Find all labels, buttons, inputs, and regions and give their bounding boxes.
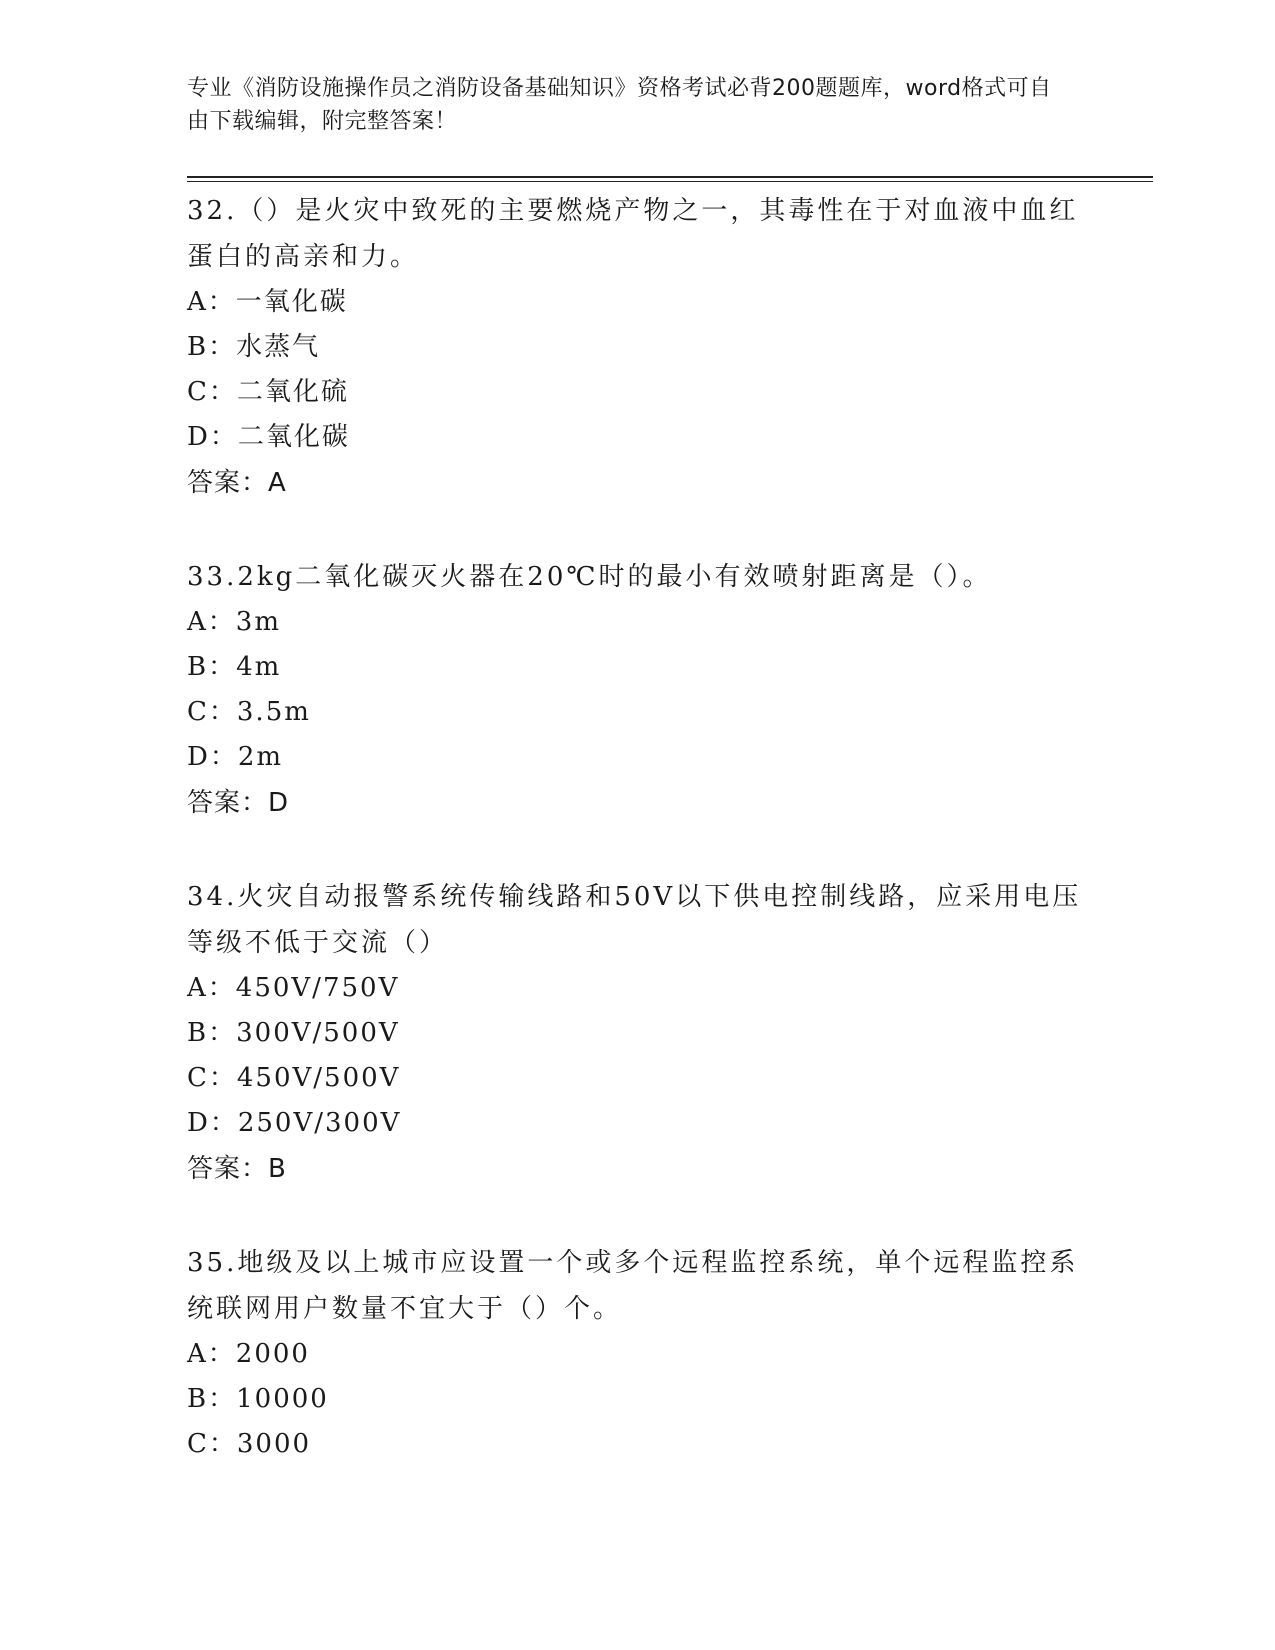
- option-c: C：3.5m: [187, 697, 311, 727]
- question-list: [187, 188, 1087, 1515]
- question-stem: 33.2kg二氧化碳灭火器在20℃时的最小有效喷射距离是（）。: [187, 562, 992, 592]
- question-35: [187, 1240, 1087, 1467]
- question-stem: 35.地级及以上城市应设置一个或多个远程监控系统，单个远程监控系统联网用户数量不宜大于（）个。: [187, 1248, 1079, 1324]
- option-b: B：300V/500V: [187, 1018, 400, 1048]
- answer-line: 答案：B: [187, 1154, 287, 1184]
- question-stem: 32.（）是火灾中致死的主要燃烧产物之一，其毒性在于对血液中血红蛋白的高亲和力。: [187, 196, 1079, 272]
- option-d: D：250V/300V: [187, 1108, 402, 1138]
- option-d: D：二氧化碳: [187, 422, 350, 452]
- option-d: D：2m: [187, 742, 284, 772]
- option-c: C：二氧化硫: [187, 377, 349, 407]
- header-divider-thick: [187, 176, 1153, 178]
- question-34: [187, 874, 1087, 1192]
- option-b: B：10000: [187, 1384, 329, 1414]
- option-c: C：450V/500V: [187, 1063, 401, 1093]
- option-a: A：2000: [187, 1339, 310, 1369]
- option-c: C：3000: [187, 1429, 312, 1459]
- answer-line: 答案：D: [187, 788, 290, 818]
- document-header: 专业《消防设施操作员之消防设备基础知识》资格考试必背200题题库，word格式可自由下载编辑，附完整答案！: [187, 76, 1052, 134]
- option-b: B：水蒸气: [187, 332, 321, 362]
- question-33: [187, 554, 1087, 826]
- question-stem: 34.火灾自动报警系统传输线路和50V以下供电控制线路，应采用电压等级不低于交流（）: [187, 882, 1082, 958]
- question-32: [187, 188, 1087, 506]
- option-b: B：4m: [187, 652, 282, 682]
- option-a: A：3m: [187, 607, 281, 637]
- answer-line: 答案：A: [187, 468, 287, 498]
- option-a: A：一氧化碳: [187, 287, 348, 317]
- header-divider-thin: [187, 181, 1153, 182]
- option-a: A：450V/750V: [187, 973, 400, 1003]
